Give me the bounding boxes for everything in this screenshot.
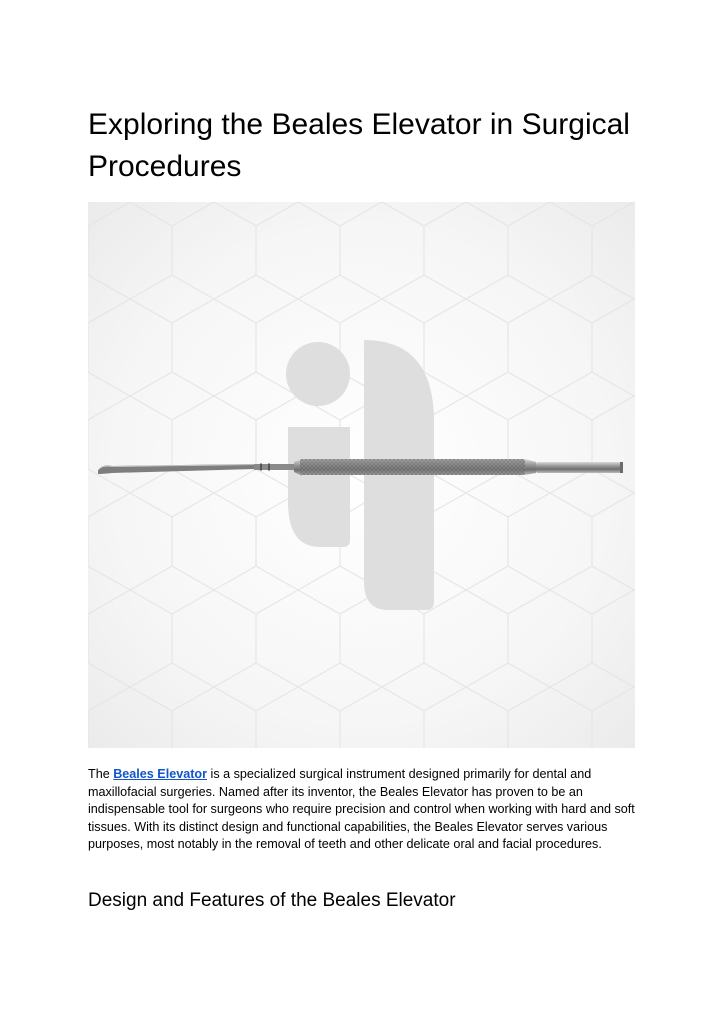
page-title: Exploring the Beales Elevator in Surgical Procedures: [88, 108, 630, 183]
beales-elevator-image: [88, 202, 635, 748]
intro-rest: is a specialized surgical instrument designed primarily for dental and maxillofacial surgeries. Named after its inventor, the Beales Elevator has proven to be an indispensable tool for surgeons who require precision and control when working with hard and soft tissues. With its distinct design and functional capabilities, the Beales Elevator serves various purposes, most notably in the removal of teeth and other delicate oral and facial procedures.: [88, 767, 635, 852]
product-image: [88, 202, 635, 748]
intro-paragraph: [88, 766, 636, 854]
beales-elevator-link[interactable]: Beales Elevator: [113, 767, 208, 781]
intro-lead: The: [88, 767, 114, 781]
section-heading: Design and Features of the Beales Elevator: [88, 890, 456, 911]
